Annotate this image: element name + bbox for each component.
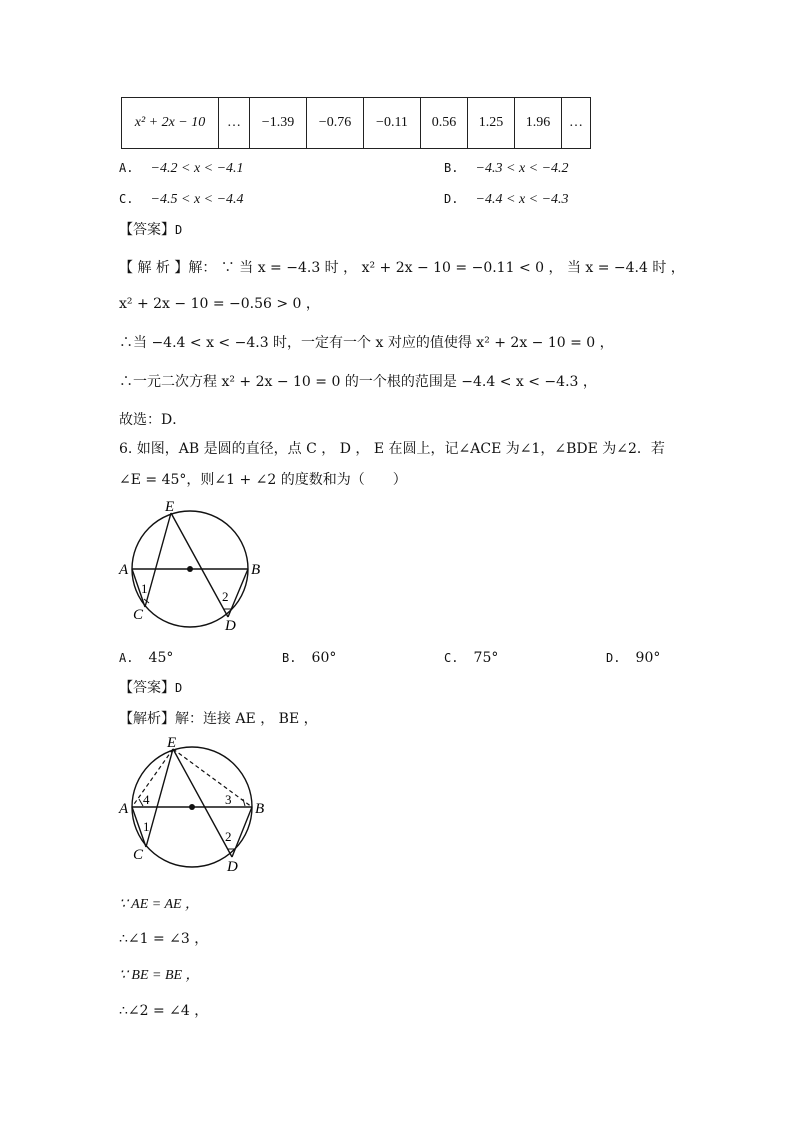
label-d: D: [227, 859, 238, 875]
q6-option-d: D. 90°: [606, 650, 661, 666]
table-cell: 1.96: [515, 98, 562, 149]
label-angle-4: 4: [143, 792, 150, 807]
table-cell: …: [219, 98, 250, 149]
label-a: A: [119, 562, 129, 578]
q5-analysis-line4: ∴一元二次方程 x² + 2x − 10 = 0 的一个根的范围是 −4.4 < x < −4.3 ，: [119, 374, 597, 390]
table-cell: −0.11: [364, 98, 421, 149]
label-b: B: [251, 562, 261, 578]
table-cell: −1.39: [250, 98, 307, 149]
circle-figure-1: [115, 495, 275, 635]
q5-conclusion: 故选：D．: [119, 412, 187, 428]
q6-step-4: ∴∠2 = ∠4 ，: [119, 1003, 209, 1019]
circle-figure-2: [115, 733, 275, 875]
q5-option-d: D. −4.4 < x < −4.3: [444, 192, 569, 207]
table-row: [122, 98, 591, 149]
label-angle-2: 2: [222, 589, 229, 604]
q5-analysis-line2: x² + 2x − 10 = −0.56 > 0 ，: [119, 296, 320, 312]
label-angle-1: 1: [141, 581, 148, 596]
q6-step-1: ∵ AE = AE ，: [119, 897, 200, 912]
q6-option-b: B. 60°: [282, 650, 337, 666]
q5-option-c: C. −4.5 < x < −4.4: [119, 192, 244, 207]
q6-stem-line1: 6. 如图，AB 是圆的直径，点 C ， D ， E 在圆上，记∠ACE 为∠1，∠BDE 为∠2．若: [119, 441, 665, 457]
table-cell: 1.25: [468, 98, 515, 149]
q5-answer: 【答案】D: [119, 222, 183, 238]
q6-step-2: ∴∠1 = ∠3 ，: [119, 931, 209, 947]
label-c: C: [133, 847, 144, 863]
table-cell: 0.56: [421, 98, 468, 149]
label-e: E: [167, 735, 177, 751]
q6-option-a: A. 45°: [119, 650, 174, 666]
q5-option-a: A. −4.2 < x < −4.1: [119, 161, 244, 176]
q6-stem-line2: ∠E = 45°，则∠1 + ∠2 的度数和为（ ）: [119, 472, 407, 488]
q6-answer: 【答案】D: [119, 680, 183, 696]
label-c: C: [133, 607, 144, 623]
table-cell: −0.76: [307, 98, 364, 149]
q5-analysis-line1: 【 解 析 】解： ∵ 当 x = −4.3 时 ， x² + 2x − 10 = −0.11 < 0 ， 当 x = −4.4 时 ，: [119, 260, 685, 276]
q6-analysis-intro: 【解析】解：连接 AE ， BE ，: [119, 711, 318, 727]
q5-analysis-line3: ∴当 −4.4 < x < −4.3 时，一定有一个 x 对应的值使得 x² + 2x − 10 = 0 ，: [119, 335, 614, 351]
label-angle-2: 2: [225, 829, 232, 844]
q5-option-b: B. −4.3 < x < −4.2: [444, 161, 569, 176]
label-a: A: [119, 801, 129, 817]
label-b: B: [255, 801, 265, 817]
label-angle-3: 3: [225, 792, 232, 807]
q6-option-c: C. 75°: [444, 650, 499, 666]
table-cell: …: [562, 98, 591, 149]
table-header-cell: x² + 2x − 10: [122, 98, 219, 149]
q6-step-3: ∵ BE = BE ，: [119, 968, 200, 983]
values-table: [121, 97, 591, 149]
label-d: D: [225, 618, 236, 634]
label-e: E: [165, 499, 175, 515]
label-angle-1: 1: [143, 819, 150, 834]
